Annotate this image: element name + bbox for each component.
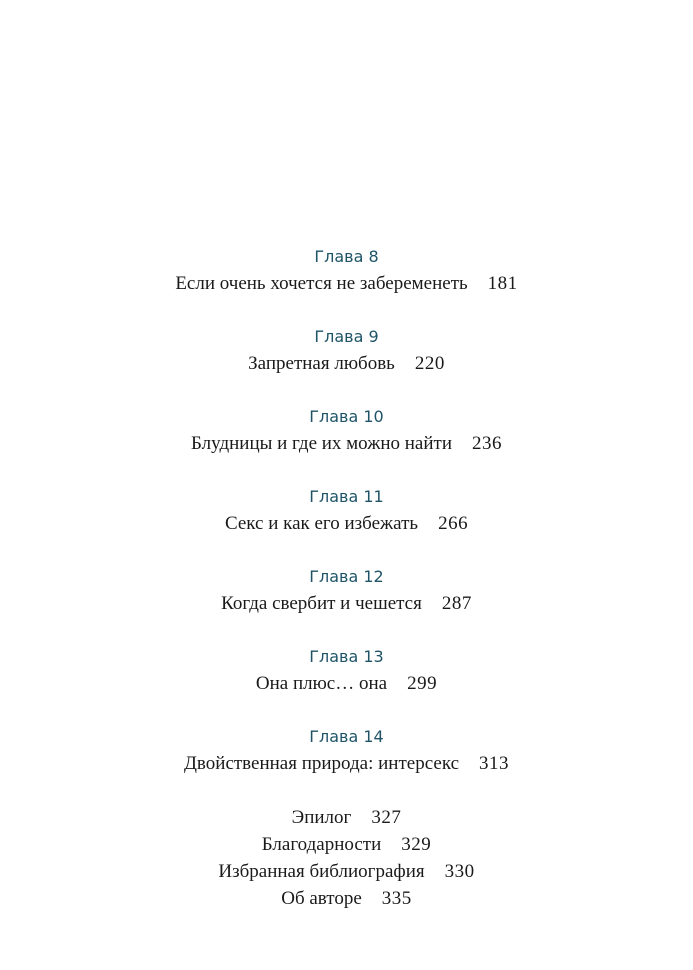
toc-entry: [0, 590, 693, 618]
chapter-label: Глава 11: [309, 487, 384, 506]
table-of-contents: [0, 244, 693, 912]
toc-chapter-9: [0, 324, 693, 378]
entry-title: Секс и как его избежать: [224, 513, 419, 534]
toc-entry: [0, 670, 693, 698]
page-number: 287: [441, 593, 472, 614]
page-number: 299: [407, 673, 438, 694]
chapter-label: Глава 12: [309, 567, 384, 586]
entry-title: Об авторе: [281, 888, 362, 909]
page-number: 266: [438, 513, 469, 534]
chapter-label: Глава 13: [309, 647, 384, 666]
entry-title: Запретная любовь: [248, 353, 395, 374]
page-number: 236: [472, 433, 502, 454]
toc-entry: [0, 510, 693, 538]
toc-chapter-8: [0, 244, 693, 298]
chapter-label: Глава 14: [309, 727, 384, 746]
page-number: 220: [414, 353, 445, 374]
toc-backmatter: [0, 804, 693, 912]
toc-entry: [0, 750, 693, 778]
entry-title: Избранная библиография: [218, 861, 425, 882]
page-number: 313: [479, 753, 510, 774]
chapter-label: Глава 8: [314, 247, 379, 266]
toc-entry-bibliography: [0, 858, 693, 885]
entry-title: Эпилог: [291, 807, 352, 828]
toc-entry-acknowledgements: [0, 831, 693, 858]
toc-entry: [0, 270, 693, 298]
entry-title: Благодарности: [261, 834, 382, 855]
toc-entry: [0, 430, 693, 458]
chapter-label: Глава 9: [314, 327, 379, 346]
page-number: 330: [444, 861, 475, 882]
page-number: 329: [401, 834, 432, 855]
toc-chapter-14: [0, 724, 693, 778]
entry-title: Если очень хочется не забеременеть: [175, 273, 468, 294]
entry-title: Блудницы и где их можно найти: [191, 433, 452, 454]
toc-entry: [0, 350, 693, 378]
chapter-label: Глава 10: [309, 407, 384, 426]
page-number: 327: [371, 807, 402, 828]
toc-chapter-12: [0, 564, 693, 618]
page-number: 181: [487, 273, 518, 294]
entry-title: Когда свербит и чешется: [221, 593, 422, 614]
toc-entry-about-author: [0, 885, 693, 912]
entry-title: Двойственная природа: интерсекс: [183, 753, 460, 774]
toc-chapter-10: [0, 404, 693, 458]
toc-chapter-13: [0, 644, 693, 698]
page-number: 335: [381, 888, 412, 909]
entry-title: Она плюс… она: [255, 673, 388, 694]
toc-entry-epilogue: [0, 804, 693, 831]
toc-chapter-11: [0, 484, 693, 538]
